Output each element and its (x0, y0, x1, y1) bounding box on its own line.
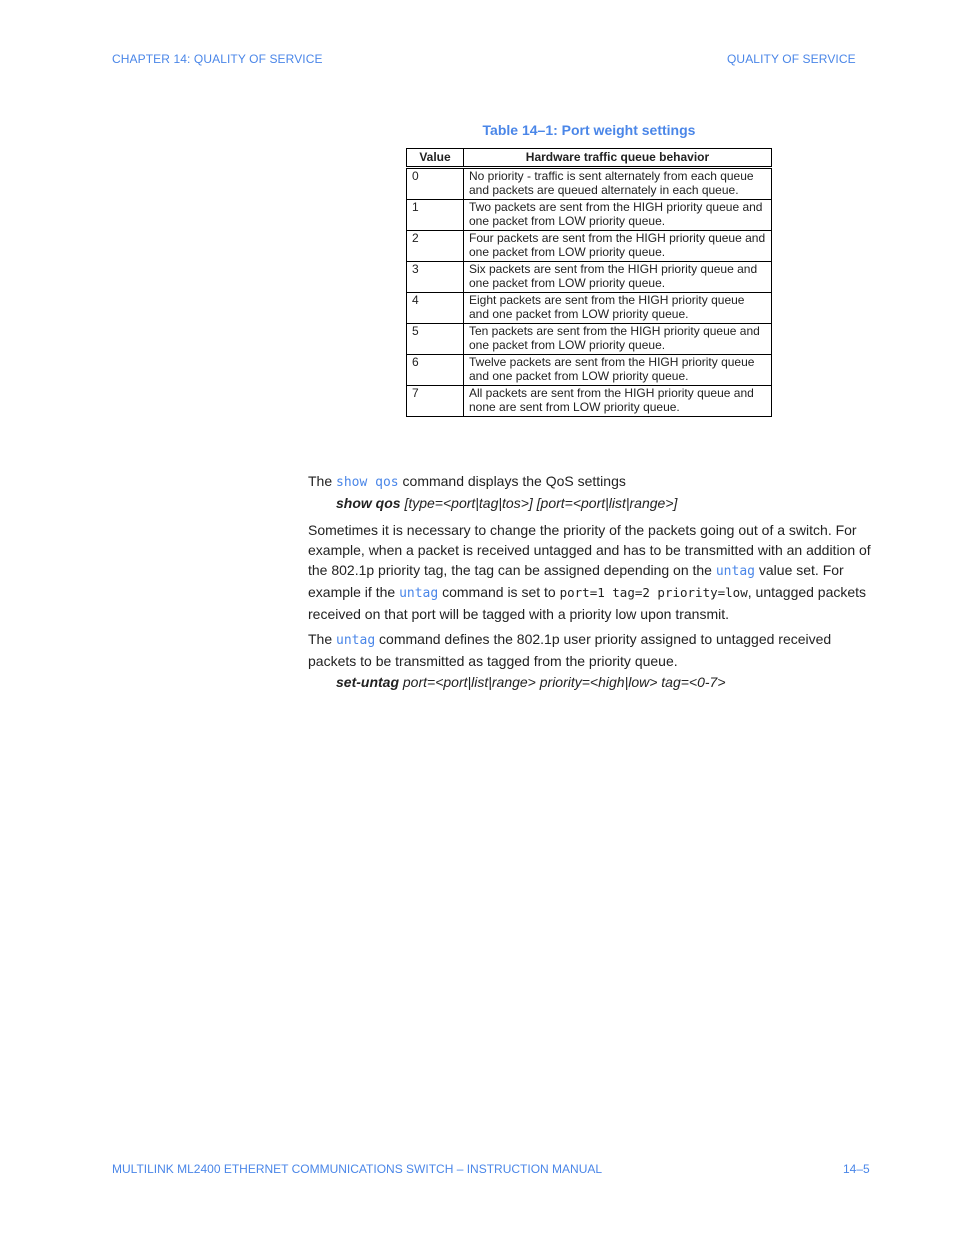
table-row (407, 293, 772, 324)
cell-behavior: Eight packets are sent from the HIGH priority queue and one packet from LOW priority queue. (464, 293, 772, 324)
table-row (407, 262, 772, 293)
header-section: QUALITY OF SERVICE (727, 52, 856, 66)
untag-explanation-paragraph (308, 520, 872, 624)
port-weight-table (406, 148, 772, 417)
table-row (407, 231, 772, 262)
cell-behavior: Two packets are sent from the HIGH priority queue and one packet from LOW priority queue. (464, 200, 772, 231)
untag-command: untag (399, 586, 439, 601)
cell-behavior: No priority - traffic is sent alternately from each queue and packets are queued alternately in each queue. (464, 168, 772, 200)
syntax-arguments: [type=<port|tag|tos>] [port=<port|list|range>] (400, 495, 678, 511)
syntax-arguments: port=<port|list|range> priority=<high|low> tag=<0-7> (399, 674, 726, 690)
show-qos-syntax (336, 495, 677, 511)
column-header-value: Value (407, 149, 464, 168)
text-fragment: Sometimes it is necessary to change the priority of the packets going out of a switch. For example, when a packet is received untagged and has to be transmitted with an addition of the 802.1p priority tag, the tag can be assigned depending on the (308, 522, 871, 578)
cell-value: 3 (407, 262, 464, 293)
text-fragment: command defines the 802.1p user priority assigned to untagged received packets to be transmitted as tagged from the priority queue. (308, 631, 832, 669)
cell-behavior: Six packets are sent from the HIGH priority queue and one packet from LOW priority queue. (464, 262, 772, 293)
footer-manual-title: MULTILINK ML2400 ETHERNET COMMUNICATIONS SWITCH – INSTRUCTION MANUAL (112, 1162, 603, 1176)
table-row (407, 386, 772, 417)
text-fragment: , untagged packets received on that port will be tagged with a priority low upon transmit. (308, 584, 867, 622)
cell-behavior: All packets are sent from the HIGH priority queue and none are sent from LOW priority queue. (464, 386, 772, 417)
cell-behavior: Twelve packets are sent from the HIGH priority queue and one packet from LOW priority queue. (464, 355, 772, 386)
cell-value: 7 (407, 386, 464, 417)
cell-value: 5 (407, 324, 464, 355)
text-fragment: command is set to (438, 584, 560, 600)
page-number: 14–5 (843, 1162, 870, 1176)
example-setting: port=1 tag=2 priority=low (559, 585, 748, 600)
untag-command: untag (715, 564, 755, 579)
table-row (407, 200, 772, 231)
table-row (407, 324, 772, 355)
syntax-command: set-untag (336, 674, 399, 690)
untag-command: untag (336, 633, 376, 648)
cell-value: 6 (407, 355, 464, 386)
cell-value: 0 (407, 168, 464, 200)
text-fragment: The (308, 473, 337, 489)
show-qos-paragraph (308, 471, 872, 493)
text-fragment: value set. For example if the (308, 562, 844, 600)
text-fragment: The (308, 631, 337, 647)
table-caption: Table 14–1: Port weight settings (482, 122, 696, 138)
cell-value: 1 (407, 200, 464, 231)
cell-value: 2 (407, 231, 464, 262)
show-qos-command: show qos (336, 475, 399, 490)
cell-behavior: Four packets are sent from the HIGH priority queue and one packet from LOW priority queue. (464, 231, 772, 262)
syntax-command: show qos (336, 495, 401, 511)
cell-value: 4 (407, 293, 464, 324)
untag-definition-paragraph (308, 629, 872, 671)
table-row (407, 168, 772, 200)
text-fragment: command displays the QoS settings (398, 473, 626, 489)
column-header-behavior: Hardware traffic queue behavior (464, 149, 772, 168)
header-chapter: CHAPTER 14: QUALITY OF SERVICE (112, 52, 323, 66)
table-row (407, 355, 772, 386)
table-header-row (407, 149, 772, 168)
set-untag-syntax (336, 674, 726, 690)
cell-behavior: Ten packets are sent from the HIGH priority queue and one packet from LOW priority queue. (464, 324, 772, 355)
